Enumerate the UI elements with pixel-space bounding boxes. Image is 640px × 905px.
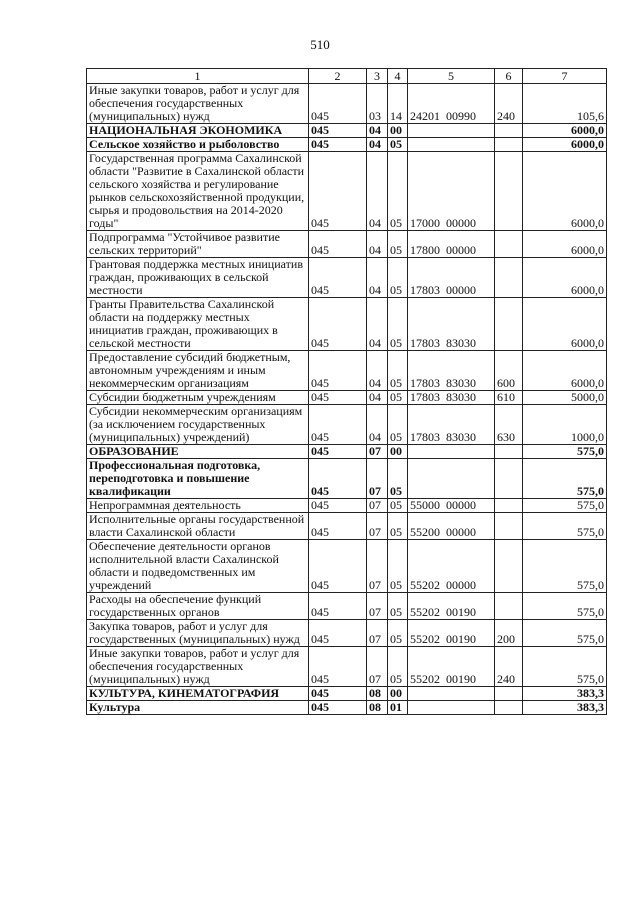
row-name: Сельское хозяйство и рыболовство <box>87 138 309 152</box>
target-article-code: 55200 00000 <box>408 513 495 540</box>
expense-type-code: 600 <box>495 351 523 391</box>
subsection-code: 14 <box>388 84 408 124</box>
row-name: Гранты Правительства Сахалинской области на поддержку местных инициатив граждан, проживающих в сельской местности <box>87 298 309 351</box>
header-cell-4: 4 <box>388 69 408 84</box>
section-code: 03 <box>367 84 388 124</box>
section-code: 04 <box>367 152 388 231</box>
row-name: ОБРАЗОВАНИЕ <box>87 445 309 459</box>
expense-type-code <box>495 701 523 715</box>
target-article-code <box>408 445 495 459</box>
row-name: Субсидии бюджетным учреждениям <box>87 391 309 405</box>
target-article-code: 17803 83030 <box>408 351 495 391</box>
amount: 575,0 <box>523 620 607 647</box>
ministry-code: 045 <box>309 513 367 540</box>
expense-type-code <box>495 540 523 593</box>
subsection-code: 05 <box>388 351 408 391</box>
amount: 575,0 <box>523 540 607 593</box>
expense-type-code <box>495 152 523 231</box>
amount: 6000,0 <box>523 152 607 231</box>
table-row <box>87 258 607 298</box>
subsection-code: 05 <box>388 298 408 351</box>
section-code: 04 <box>367 391 388 405</box>
ministry-code: 045 <box>309 391 367 405</box>
row-name: Обеспечение деятельности органов исполнительной власти Сахалинской области и подведомственных им учреждений <box>87 540 309 593</box>
subsection-code: 01 <box>388 701 408 715</box>
ministry-code: 045 <box>309 258 367 298</box>
section-code: 07 <box>367 540 388 593</box>
header-row <box>87 69 607 84</box>
subsection-code: 05 <box>388 391 408 405</box>
subsection-code: 05 <box>388 499 408 513</box>
row-name: Субсидии некоммерческим организациям (за исключением государственных (муниципальных) учреждений) <box>87 405 309 445</box>
subsection-code: 05 <box>388 647 408 687</box>
expense-type-code <box>495 445 523 459</box>
amount: 575,0 <box>523 445 607 459</box>
ministry-code: 045 <box>309 405 367 445</box>
amount: 6000,0 <box>523 231 607 258</box>
target-article-code: 55202 00190 <box>408 647 495 687</box>
table-row <box>87 459 607 499</box>
ministry-code: 045 <box>309 152 367 231</box>
amount: 6000,0 <box>523 138 607 152</box>
expense-type-code: 630 <box>495 405 523 445</box>
expense-type-code <box>495 513 523 540</box>
section-code: 04 <box>367 405 388 445</box>
section-code: 04 <box>367 231 388 258</box>
expense-type-code <box>495 499 523 513</box>
section-code: 04 <box>367 124 388 138</box>
row-name: Иные закупки товаров, работ и услуг для обеспечения государственных (муниципальных) нужд <box>87 647 309 687</box>
table-row <box>87 647 607 687</box>
section-code: 07 <box>367 593 388 620</box>
target-article-code: 17000 00000 <box>408 152 495 231</box>
ministry-code: 045 <box>309 540 367 593</box>
ministry-code: 045 <box>309 620 367 647</box>
amount: 6000,0 <box>523 351 607 391</box>
table-row <box>87 620 607 647</box>
table-row <box>87 540 607 593</box>
amount: 575,0 <box>523 459 607 499</box>
target-article-code: 55000 00000 <box>408 499 495 513</box>
amount: 575,0 <box>523 513 607 540</box>
amount: 6000,0 <box>523 258 607 298</box>
target-article-code <box>408 687 495 701</box>
amount: 105,6 <box>523 84 607 124</box>
ministry-code: 045 <box>309 499 367 513</box>
ministry-code: 045 <box>309 445 367 459</box>
header-cell-7: 7 <box>523 69 607 84</box>
section-code: 08 <box>367 701 388 715</box>
row-name: Иные закупки товаров, работ и услуг для обеспечения государственных (муниципальных) нужд <box>87 84 309 124</box>
amount: 5000,0 <box>523 391 607 405</box>
ministry-code: 045 <box>309 124 367 138</box>
ministry-code: 045 <box>309 138 367 152</box>
target-article-code: 17803 00000 <box>408 258 495 298</box>
amount: 1000,0 <box>523 405 607 445</box>
section-code: 04 <box>367 138 388 152</box>
table-row <box>87 405 607 445</box>
ministry-code: 045 <box>309 593 367 620</box>
table-row <box>87 152 607 231</box>
ministry-code: 045 <box>309 84 367 124</box>
amount: 383,3 <box>523 687 607 701</box>
row-name: НАЦИОНАЛЬНАЯ ЭКОНОМИКА <box>87 124 309 138</box>
subsection-code: 05 <box>388 152 408 231</box>
expense-type-code <box>495 687 523 701</box>
row-name: Расходы на обеспечение функций государственных органов <box>87 593 309 620</box>
section-code: 04 <box>367 298 388 351</box>
subsection-code: 05 <box>388 593 408 620</box>
target-article-code: 17803 83030 <box>408 405 495 445</box>
amount: 575,0 <box>523 647 607 687</box>
amount: 6000,0 <box>523 298 607 351</box>
target-article-code: 55202 00000 <box>408 540 495 593</box>
row-name: Культура <box>87 701 309 715</box>
subsection-code: 00 <box>388 124 408 138</box>
table-row <box>87 124 607 138</box>
subsection-code: 05 <box>388 459 408 499</box>
ministry-code: 045 <box>309 231 367 258</box>
ministry-code: 045 <box>309 459 367 499</box>
table-row <box>87 351 607 391</box>
table-row <box>87 687 607 701</box>
expense-type-code: 610 <box>495 391 523 405</box>
subsection-code: 05 <box>388 405 408 445</box>
ministry-code: 045 <box>309 298 367 351</box>
amount: 575,0 <box>523 593 607 620</box>
table-row <box>87 84 607 124</box>
subsection-code: 05 <box>388 620 408 647</box>
header-cell-2: 2 <box>309 69 367 84</box>
ministry-code: 045 <box>309 687 367 701</box>
target-article-code: 17800 00000 <box>408 231 495 258</box>
expense-type-code <box>495 231 523 258</box>
subsection-code: 05 <box>388 513 408 540</box>
section-code: 07 <box>367 620 388 647</box>
target-article-code: 24201 00990 <box>408 84 495 124</box>
expense-type-code: 240 <box>495 84 523 124</box>
table-row <box>87 391 607 405</box>
table-row <box>87 138 607 152</box>
subsection-code: 00 <box>388 687 408 701</box>
expense-type-code: 240 <box>495 647 523 687</box>
amount: 6000,0 <box>523 124 607 138</box>
section-code: 07 <box>367 499 388 513</box>
subsection-code: 05 <box>388 138 408 152</box>
target-article-code: 17803 83030 <box>408 391 495 405</box>
table-row <box>87 513 607 540</box>
row-name: Предоставление субсидий бюджетным, автономным учреждениям и иным некоммерческим организациям <box>87 351 309 391</box>
table-row <box>87 298 607 351</box>
table-row <box>87 499 607 513</box>
row-name: Закупка товаров, работ и услуг для государственных (муниципальных) нужд <box>87 620 309 647</box>
header-cell-1: 1 <box>87 69 309 84</box>
expense-type-code <box>495 258 523 298</box>
row-name: Непрограммная деятельность <box>87 499 309 513</box>
section-code: 07 <box>367 647 388 687</box>
expense-type-code: 200 <box>495 620 523 647</box>
target-article-code: 17803 83030 <box>408 298 495 351</box>
expense-type-code <box>495 124 523 138</box>
expense-type-code <box>495 593 523 620</box>
expense-type-code <box>495 138 523 152</box>
subsection-code: 05 <box>388 231 408 258</box>
section-code: 08 <box>367 687 388 701</box>
expense-type-code <box>495 298 523 351</box>
table-row <box>87 593 607 620</box>
table-row <box>87 701 607 715</box>
ministry-code: 045 <box>309 701 367 715</box>
section-code: 07 <box>367 445 388 459</box>
row-name: Государственная программа Сахалинской области "Развитие в Сахалинской области сельского хозяйства и регулирование рынков сельскохозяйственной продукции, сырья и продовольствия на 2014-2020 годы" <box>87 152 309 231</box>
target-article-code: 55202 00190 <box>408 620 495 647</box>
subsection-code: 05 <box>388 540 408 593</box>
row-name: КУЛЬТУРА, КИНЕМАТОГРАФИЯ <box>87 687 309 701</box>
target-article-code <box>408 138 495 152</box>
section-code: 04 <box>367 351 388 391</box>
header-cell-6: 6 <box>495 69 523 84</box>
amount: 383,3 <box>523 701 607 715</box>
target-article-code: 55202 00190 <box>408 593 495 620</box>
table-row <box>87 445 607 459</box>
page-number: 510 <box>310 37 330 52</box>
target-article-code <box>408 459 495 499</box>
header-cell-3: 3 <box>367 69 388 84</box>
subsection-code: 05 <box>388 258 408 298</box>
budget-table <box>86 68 607 715</box>
section-code: 04 <box>367 258 388 298</box>
row-name: Подпрограмма "Устойчивое развитие сельских территорий" <box>87 231 309 258</box>
section-code: 07 <box>367 459 388 499</box>
subsection-code: 00 <box>388 445 408 459</box>
target-article-code <box>408 701 495 715</box>
row-name: Профессиональная подготовка, переподготовка и повышение квалификации <box>87 459 309 499</box>
section-code: 07 <box>367 513 388 540</box>
row-name: Грантовая поддержка местных инициатив граждан, проживающих в сельской местности <box>87 258 309 298</box>
ministry-code: 045 <box>309 647 367 687</box>
header-cell-5: 5 <box>408 69 495 84</box>
ministry-code: 045 <box>309 351 367 391</box>
amount: 575,0 <box>523 499 607 513</box>
expense-type-code <box>495 459 523 499</box>
row-name: Исполнительные органы государственной власти Сахалинской области <box>87 513 309 540</box>
target-article-code <box>408 124 495 138</box>
table-row <box>87 231 607 258</box>
